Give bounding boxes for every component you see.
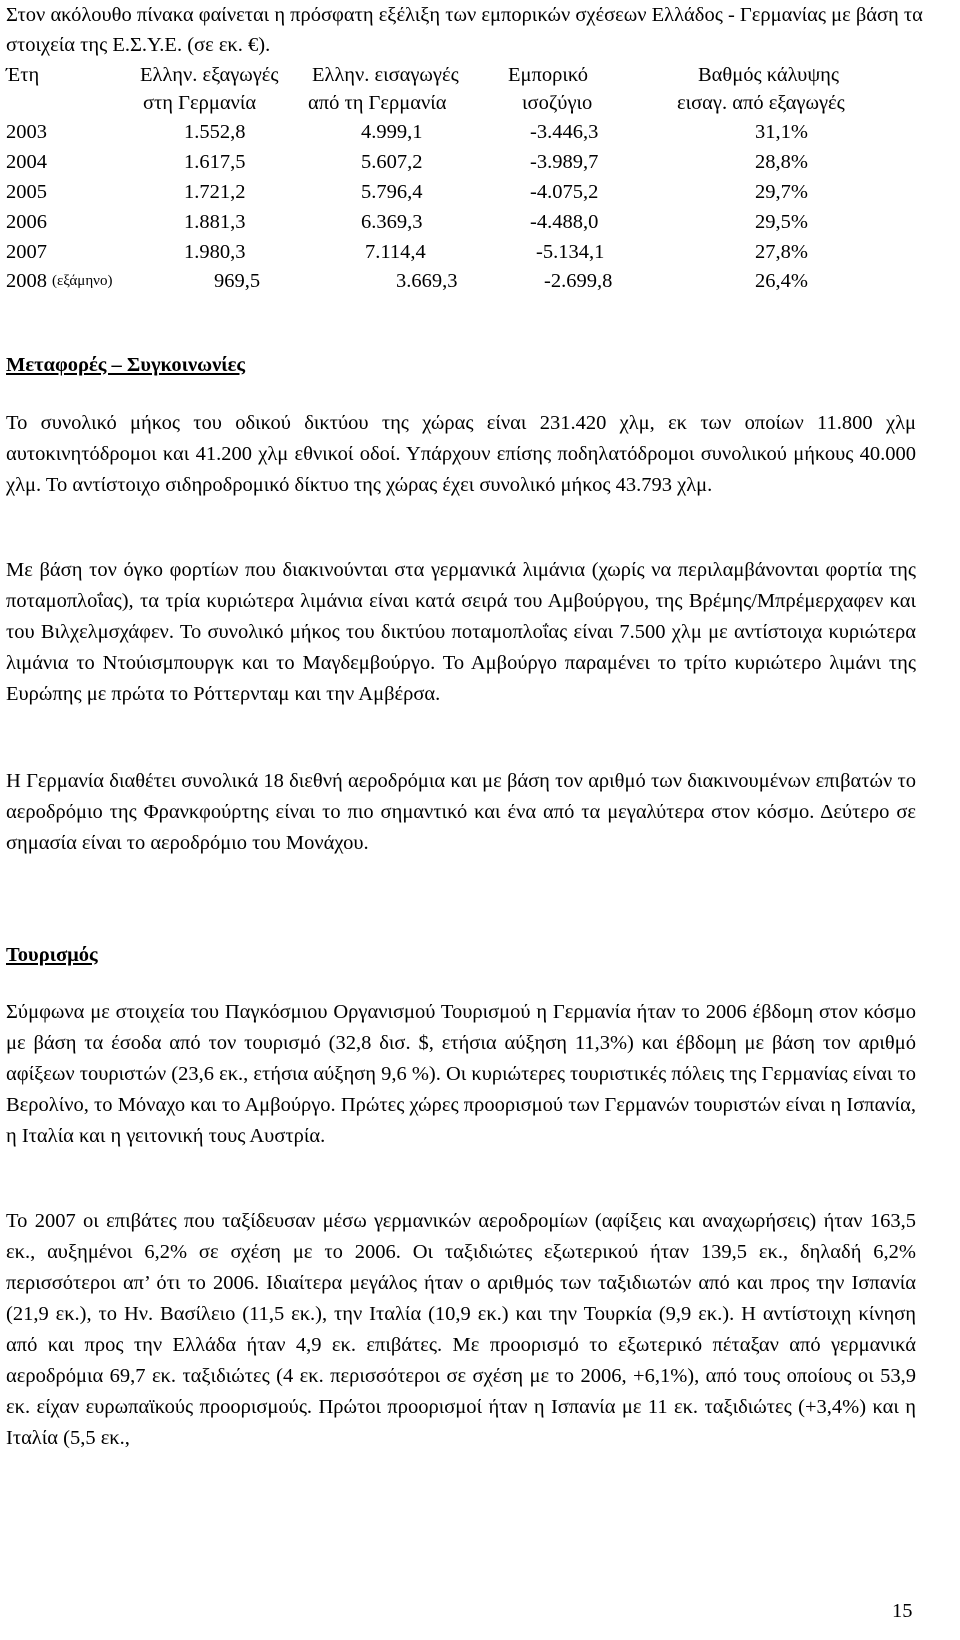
table-row [0, 177, 960, 207]
row-balance: -4.075,2 [530, 181, 599, 203]
row-exports: 1.881,3 [184, 211, 246, 233]
row-imports: 5.607,2 [361, 151, 423, 173]
header-balance: Εμπορικό [508, 64, 588, 86]
header-imports: Ελλην. εισαγωγές [312, 64, 459, 86]
row-coverage: 28,8% [755, 151, 808, 173]
row-imports: 4.999,1 [361, 121, 423, 143]
table-row [0, 117, 960, 147]
row-balance: -2.699,8 [544, 270, 613, 292]
row-balance: -3.446,3 [530, 121, 599, 143]
header-coverage-sub: εισαγ. από εξαγωγές [677, 92, 845, 114]
row-year: 2006 [6, 211, 47, 233]
transport-paragraph-1: Το συνολικό μήκος του οδικού δικτύου της χώρας είναι 231.420 χλμ, εκ των οποίων 11.800 χλμ αυτοκινητόδρομοι και 41.200 χλμ εθνικοί οδοί. Υπάρχουν επίσης ποδηλατόδρομοι συνολικού μήκους 40.000 χλμ. Το αντίστοιχο σιδηροδρομικό δίκτυο της χώρας έχει συνολικό μήκος 43.793 χλμ. [6, 412, 916, 496]
table-header-row-1 [0, 60, 960, 90]
row-imports: 6.369,3 [361, 211, 423, 233]
row-imports: 5.796,4 [361, 181, 423, 203]
transport-paragraph-2: Με βάση τον όγκο φορτίων που διακινούνται στα γερμανικά λιμάνια (χωρίς να περιλαμβάνονται φορτία της ποταμοπλοΐας), τα τρία κυριώτερα λιμάνια είναι κατά σειρά του Αμβούργου, της Βρέμης/Μπρέμερχαφεν και του Βιλχελμσχάφεν. Το συνολικό μήκος του δικτύου ποταμοπλοΐας είναι 7.500 χλμ με αντίστοιχα κυριώτερα λιμάνια το Ντούισμπουργκ και το Μαγδεμβούργο. Το Αμβούργο παραμένει το τρίτο κυριώτερο λιμάνι της Ευρώπης με πρώτα το Ρόττερνταμ και την Αμβέρσα. [6, 559, 916, 705]
table-row [0, 237, 960, 267]
row-year: 2007 [6, 241, 47, 263]
row-coverage: 31,1% [755, 121, 808, 143]
row-coverage: 29,5% [755, 211, 808, 233]
header-balance-sub: ισοζύγιο [522, 92, 593, 114]
row-exports: 1.617,5 [184, 151, 246, 173]
table-row [0, 266, 960, 296]
row-imports: 7.114,4 [365, 241, 426, 263]
row-imports: 3.669,3 [396, 270, 458, 292]
row-balance: -5.134,1 [536, 241, 605, 263]
tourism-paragraph-1: Σύμφωνα με στοιχεία του Παγκόσμιου Οργανισμού Τουρισμού η Γερμανία ήταν το 2006 έβδομη στον κόσμο με βάση τα έσοδα από τον τουρισμό (32,8 δισ. $, ετήσια αύξηση 11,3%) και έβδομη με βάση τον αριθμό αφίξεων τουριστών (23,6 εκ., ετήσια αύξηση 9,6 %). Οι κυριώτερες τουριστικές πόλεις της Γερμανίας είναι το Βερολίνο, το Μόναχο και το Αμβούργο. Πρώτες χώρες προορισμού των Γερμανών τουριστών είναι η Ισπανία, η Ιταλία και η γειτονική τους Αυστρία. [6, 1001, 916, 1147]
row-exports: 1.552,8 [184, 121, 246, 143]
intro-text: Στον ακόλουθο πίνακα φαίνεται η πρόσφατη εξέλιξη των εμπορικών σχέσεων Ελλάδος - Γερμανίας με βάση τα στοιχεία της Ε.Σ.Υ.Ε. (σε εκ. €). [6, 4, 923, 56]
tourism-paragraph-2: Το 2007 οι επιβάτες που ταξίδευσαν μέσω γερμανικών αεροδρομίων (αφίξεις και αναχωρήσεις) ήταν 163,5 εκ., αυξημένοι 6,2% σε σχέση με το 2006. Οι ταξιδιώτες εξωτερικού ήταν 139,5 εκ., δηλαδή 6,2% περισσότεροι απ’ ότι το 2006. Ιδιαίτερα μεγάλος ήταν ο αριθμός των ταξιδιωτών από και προς την Ισπανία (21,9 εκ.), το Ην. Βασίλειο (11,5 εκ.), την Ιταλία (10,9 εκ.) και την Τουρκία (9,9 εκ.). Η αντίστοιχη κίνηση από και προς την Ελλάδα ήταν 4,9 εκ. επιβάτες. Με προορισμό το εξωτερικό πέταξαν από γερμανικά αεροδρόμια 69,7 εκ. ταξιδιώτες (4 εκ. περισσότεροι σε σχέση με το 2006, +6,1%), από τους οποίους οι 53,9 εκ. είχαν ευρωπαϊκούς προορισμούς. Πρώτοι προορισμοί ήταν η Ισπανία με 11 εκ. ταξιδιώτες (+3,4%) και η Ιταλία (5,5 εκ., [6, 1210, 916, 1449]
row-exports: 1.980,3 [184, 241, 246, 263]
row-coverage: 26,4% [755, 270, 808, 292]
row-exports: 969,5 [214, 270, 261, 292]
row-year: 2003 [6, 121, 47, 143]
header-years: Έτη [6, 64, 40, 86]
table-header-row-2 [0, 88, 960, 118]
row-year: 2008 [6, 270, 47, 292]
row-year: 2004 [6, 151, 47, 173]
header-exports-sub: στη Γερμανία [143, 92, 257, 114]
row-coverage: 27,8% [755, 241, 808, 263]
transport-heading: Μεταφορές – Συγκοινωνίες [6, 354, 246, 376]
tourism-heading: Τουρισμός [6, 944, 98, 966]
row-balance: -4.488,0 [530, 211, 599, 233]
header-imports-sub: από τη Γερμανία [308, 92, 447, 114]
row-exports: 1.721,2 [184, 181, 246, 203]
row-year: 2005 [6, 181, 47, 203]
row-year-note: (εξάμηνο) [52, 273, 113, 289]
header-coverage: Βαθμός κάλυψης [698, 64, 839, 86]
table-row [0, 207, 960, 237]
header-exports: Ελλην. εξαγωγές [140, 64, 279, 86]
table-row [0, 147, 960, 177]
row-coverage: 29,7% [755, 181, 808, 203]
transport-paragraph-3: Η Γερμανία διαθέτει συνολικά 18 διεθνή αεροδρόμια και με βάση τον αριθμό των διακινουμένων επιβατών το αεροδρόμιο της Φρανκφούρτης είναι το πιο σημαντικό και ένα από τα μεγαλύτερα στον κόσμο. Δεύτερο σε σημασία είναι το αεροδρόμιο του Μονάχου. [6, 770, 916, 854]
page-number: 15 [892, 1600, 913, 1622]
row-balance: -3.989,7 [530, 151, 599, 173]
